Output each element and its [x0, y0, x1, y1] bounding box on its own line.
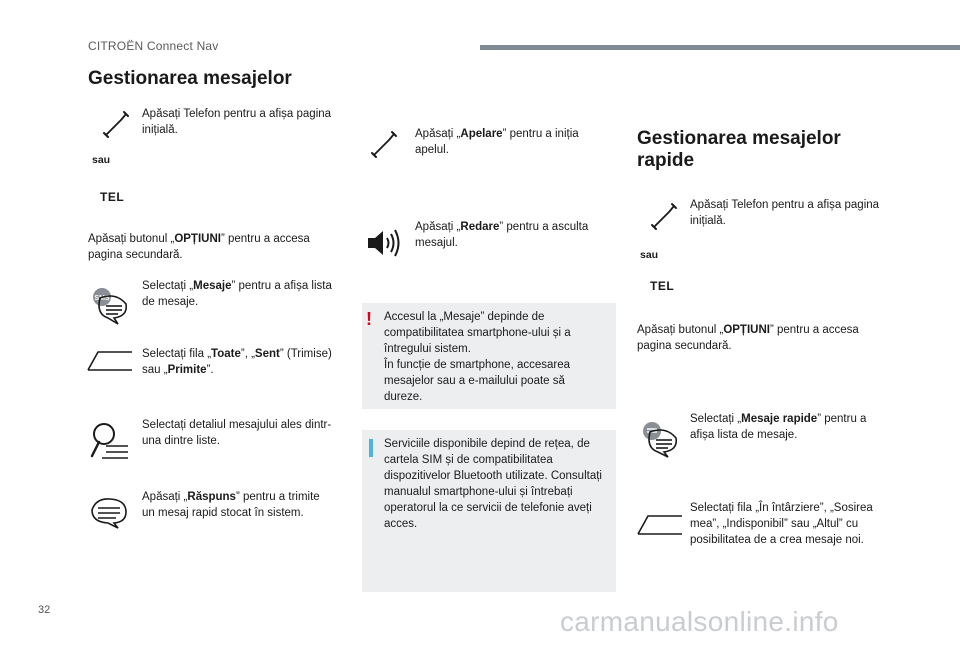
right-step4-text: Selectați fila „În întârziere”, „Sosirea mea”, „Indisponibil” sau „Altul” cu posibilitatea de a crea mesaje noi. — [690, 502, 873, 546]
right-step2-bold: OPȚIUNI — [723, 324, 770, 336]
left-step3-text — [142, 278, 332, 310]
middle-step1-pre: Apăsați „ — [415, 128, 461, 140]
right-step3-pre: Selectați „ — [690, 413, 742, 425]
right-heading: Gestionarea mesajelor rapide — [637, 128, 841, 171]
middle-step1-bold: Apelare — [460, 128, 503, 140]
left-or-label: sau — [92, 154, 111, 166]
right-step2-post: ” pentru a accesa pagina secundară. — [637, 324, 859, 352]
sms-icon-label: SMS — [94, 295, 110, 302]
header-bar — [480, 45, 960, 50]
left-step6-text — [142, 489, 334, 521]
sms-message-icon — [88, 286, 132, 326]
watermark-text: carmanualsonline.info — [560, 606, 839, 637]
right-step3-post: ” pentru a afișa lista de mesaje. — [690, 413, 867, 441]
left-step3-bold: Mesaje — [193, 280, 232, 292]
left-heading: Gestionarea mesajelor — [88, 68, 292, 89]
left-step2-pre: Apăsați butonul „ — [88, 233, 175, 245]
message-detail-icon — [88, 420, 132, 462]
left-step4-b3: Primite — [167, 364, 207, 376]
middle-step2-post: ” pentru a asculta mesajul. — [415, 221, 589, 249]
call-handset-icon — [368, 128, 400, 160]
left-step6-pre: Apăsați „ — [142, 491, 188, 503]
middle-step2-pre: Apăsați „ — [415, 221, 461, 233]
tab-selector-icon — [86, 350, 134, 372]
page-number: 32 — [38, 604, 51, 616]
left-step4-text — [142, 346, 332, 378]
middle-step1-post: ” pentru a iniția apelul. — [415, 128, 579, 156]
reply-message-icon — [88, 496, 130, 530]
left-step2-text — [88, 231, 338, 263]
middle-step2-bold: Redare — [460, 221, 500, 233]
middle-step2-text — [415, 219, 605, 251]
right-tel-label: TEL — [650, 279, 675, 293]
left-tel-label: TEL — [100, 190, 125, 204]
right-step2-text — [637, 322, 887, 354]
left-step6-bold: Răspuns — [187, 491, 236, 503]
left-step6-post: ” pentru a trimite un mesaj rapid stocat în sistem. — [142, 491, 320, 519]
left-step3-pre: Selectați „ — [142, 280, 194, 292]
middle-step1-text — [415, 126, 605, 158]
left-step4-mid1: ”, „ — [240, 348, 255, 360]
phone-handset-icon-right — [648, 200, 680, 232]
left-step4-b2: Sent — [254, 348, 280, 360]
speaker-play-icon — [366, 228, 402, 258]
info-text: Serviciile disponibile depind de rețea, de cartela SIM și de compatibilitatea dispozitivelor Bluetooth utilizate. Consultați manualul smartphone-ului și întrebați operatorul la ce servicii de telefonie aveți acces. — [384, 438, 602, 530]
right-step2-pre: Apăsați butonul „ — [637, 324, 724, 336]
left-step4-mid2: ” (Trimise) sau „ — [142, 348, 332, 376]
right-step3-bold: Mesaje rapide — [741, 413, 818, 425]
left-step4-post: ”. — [206, 364, 214, 376]
warning-box — [362, 303, 616, 409]
warning-exclamation-icon: ! — [366, 309, 372, 329]
tab-selector-icon-right — [636, 514, 684, 536]
right-or-label: sau — [640, 249, 659, 261]
left-step4-b1: Toate — [211, 348, 241, 360]
quick-messages-icon — [638, 420, 682, 458]
left-step5-text: Selectați detaliul mesajului ales dintr-una dintre liste. — [142, 419, 332, 447]
left-step2-bold: OPȚIUNI — [174, 233, 221, 245]
left-step2-post: ” pentru a accesa pagina secundară. — [88, 233, 310, 261]
info-box — [362, 430, 616, 592]
left-step4-pre: Selectați fila „ — [142, 348, 212, 360]
document-header-title: CITROËN Connect Nav — [88, 39, 219, 53]
right-step1-text: Apăsați Telefon pentru a afișa pagina inițială. — [690, 199, 880, 227]
left-step1-text: Apăsați Telefon pentru a afișa pagina inițială. — [142, 108, 332, 136]
phone-handset-icon — [100, 108, 132, 140]
right-step3-text — [690, 411, 885, 443]
left-step3-post: ” pentru a afișa lista de mesaje. — [142, 280, 332, 308]
warning-text: Accesul la „Mesaje” depinde de compatibilitatea smartphone-ului și a întregului sistem. În funcție de smartphone, accesarea mesajelor sau a e-mailului poate să dureze. — [384, 311, 571, 403]
info-bar-icon — [369, 439, 373, 457]
